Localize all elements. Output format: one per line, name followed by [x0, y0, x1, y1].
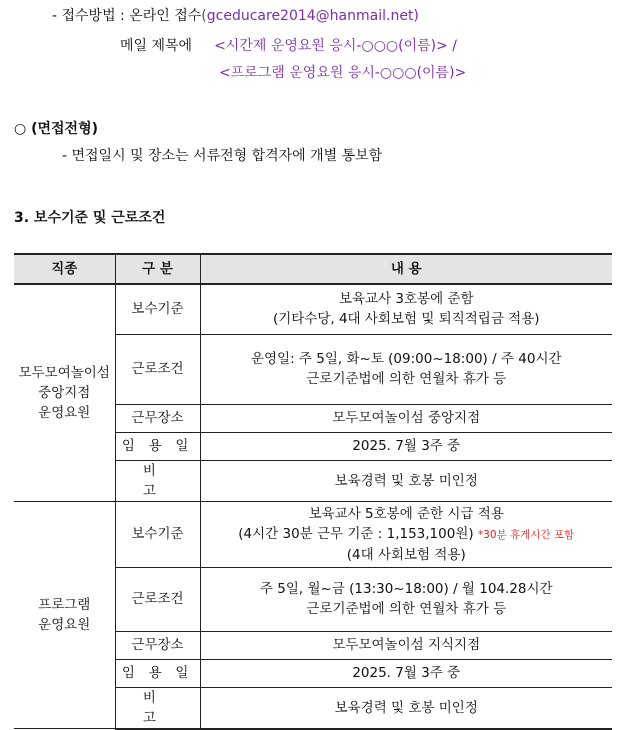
- row-label: 보수기준: [115, 501, 200, 567]
- apply-email: (gceducare2014@hanmail.net): [201, 8, 419, 24]
- job-line: 중앙지점: [38, 384, 91, 401]
- pay-conditions-table: [14, 253, 612, 730]
- table-header-row: [14, 254, 612, 284]
- job-line: 운영요원: [38, 404, 91, 421]
- row-content: 모두모여놀이섬 중앙지점: [200, 404, 612, 432]
- job-line: 모두모여놀이섬: [18, 364, 110, 381]
- row-content: 2025. 7월 3주 중: [200, 659, 612, 687]
- content-line: 보육교사 5호봉에 준한 시급 적용: [308, 505, 504, 522]
- row-label: 근로조건: [115, 567, 200, 631]
- table-row: [14, 284, 612, 334]
- row-content: [200, 567, 612, 631]
- row-label: 근무장소: [115, 631, 200, 659]
- header-content: 내 용: [200, 254, 612, 284]
- content-line: 주 5일, 월~금 (13:30~18:00) / 월 104.28시간: [259, 581, 553, 597]
- table-row: [14, 501, 612, 567]
- job-line: 운영요원: [38, 616, 91, 633]
- subject-label: 메일 제목에: [120, 38, 193, 54]
- circle-bullet-icon: ○: [14, 121, 27, 137]
- content-line: 근로기준법에 의한 연월차 휴가 등: [306, 601, 507, 617]
- job-line: 프로그램: [38, 596, 91, 613]
- content-line: 근로기준법에 의한 연월차 휴가 등: [306, 371, 507, 387]
- content-line: [205, 524, 609, 545]
- subject-line-1: [120, 36, 457, 56]
- row-content: 2025. 7월 3주 중: [200, 432, 612, 460]
- row-label: 근로조건: [115, 334, 200, 404]
- interview-heading-line: [14, 119, 98, 139]
- content-text: (4시간 30분 근무 기준 : 1,153,100원): [238, 525, 474, 542]
- interview-heading: (면접전형): [31, 121, 98, 137]
- subject-text-2: <프로그램 운영요원 응시-○○○(이름)>: [219, 65, 467, 81]
- apply-method-line: [52, 6, 419, 26]
- interview-detail: - 면접일시 및 장소는 서류전형 합격자에 개별 통보함: [62, 148, 383, 164]
- row-label: 비 고: [115, 687, 200, 729]
- header-category: 구 분: [115, 254, 200, 284]
- apply-method-label: - 접수방법 : 온라인 접수: [52, 8, 202, 24]
- row-content: [200, 284, 612, 334]
- row-content: 보육경력 및 호봉 미인정: [200, 687, 612, 729]
- row-label: 임 용 일: [115, 432, 200, 460]
- content-line: (기타수당, 4대 사회보험 및 퇴직적립금 적용): [272, 311, 540, 328]
- content-line: 운영일: 주 5일, 화~토 (09:00~18:00) / 주 40시간: [250, 351, 562, 367]
- row-content: 보육경력 및 호봉 미인정: [200, 460, 612, 501]
- section3-title: 3. 보수기준 및 근로조건: [14, 210, 166, 226]
- job-cell-program: [14, 501, 115, 729]
- row-content: [200, 501, 612, 567]
- content-line: 보육교사 3호봉에 준함: [338, 291, 474, 308]
- row-content: [200, 334, 612, 404]
- header-job: 직종: [14, 254, 115, 284]
- row-label: 비 고: [115, 460, 200, 501]
- subject-text-1: <시간제 운영요원 응시-○○○(이름)> /: [214, 38, 457, 54]
- row-label: 근무장소: [115, 404, 200, 432]
- row-label: 임 용 일: [115, 659, 200, 687]
- row-label: 보수기준: [115, 284, 200, 334]
- row-content: 모두모여놀이섬 지식지점: [200, 631, 612, 659]
- break-time-note: *30분 휴게시간 포함: [477, 528, 575, 541]
- job-cell-central: [14, 284, 115, 501]
- content-line: (4대 사회보험 적용): [346, 546, 466, 563]
